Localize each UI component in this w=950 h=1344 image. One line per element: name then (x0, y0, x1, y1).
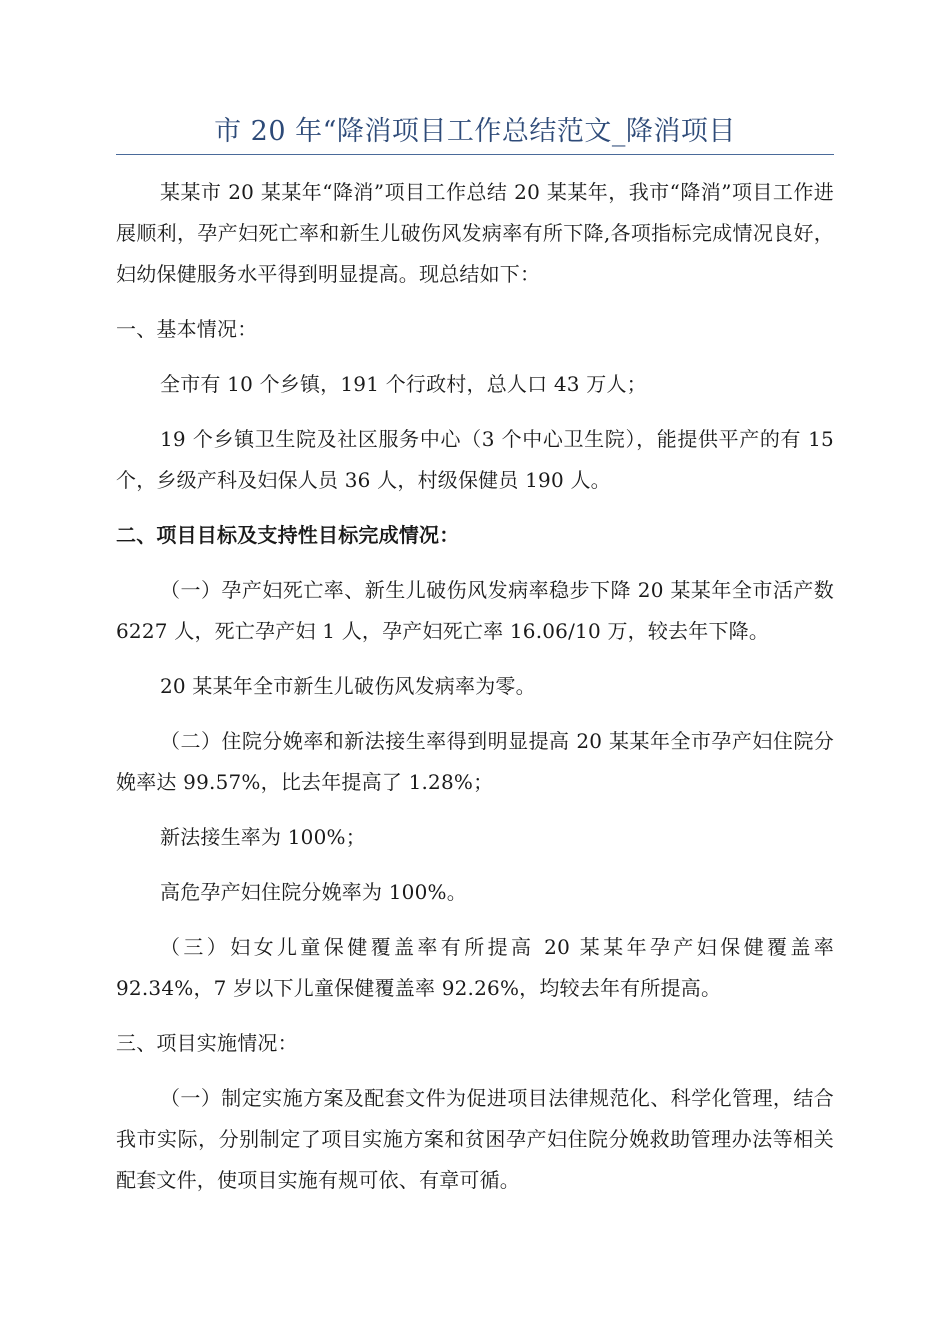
paragraph-coverage: （三）妇女儿童保健覆盖率有所提高 20 某某年孕产妇保健覆盖率 92.34%，7 岁以下儿童保健覆盖率 92.26%，均较去年有所提高。 (116, 935, 834, 1000)
section-heading-targets: 二、项目目标及支持性目标完成情况： (116, 523, 460, 547)
paragraph-implementation-plan: （一）制定实施方案及配套文件为促进项目法律规范化、科学化管理，结合我市实际，分别制定了项目实施方案和贫困孕产妇住院分娩救助管理办法等相关配套文件，使项目实施有规可依、有章可循。 (116, 1086, 834, 1192)
document-body (116, 172, 834, 1215)
section-heading-implementation: 三、项目实施情况： (116, 1031, 298, 1055)
paragraph-tetanus: 20 某某年全市新生儿破伤风发病率为零。 (160, 674, 536, 698)
paragraph-high-risk-delivery: 高危孕产妇住院分娩率为 100%。 (160, 880, 467, 904)
paragraph-hospital-delivery: （二）住院分娩率和新法接生率得到明显提高 20 某某年全市孕产妇住院分娩率达 99.57%，比去年提高了 1.28%； (116, 729, 834, 794)
title-underline (116, 154, 834, 155)
document-title: 市 20 年“降消项目工作总结范文_降消项目 (214, 116, 736, 147)
intro-paragraph: 某某市 20 某某年“降消”项目工作总结 20 某某年，我市“降消”项目工作进展顺利，孕产妇死亡率和新生儿破伤风发病率有所下降,各项指标完成情况良好，妇幼保健服务水平得到明显提高。现总结如下： (116, 180, 834, 286)
paragraph-new-method-delivery: 新法接生率为 100%； (160, 825, 366, 849)
section-heading-basic-situation: 一、基本情况： (116, 317, 258, 341)
paragraph-town-count: 全市有 10 个乡镇，191 个行政村，总人口 43 万人； (160, 372, 647, 396)
paragraph-mortality: （一）孕产妇死亡率、新生儿破伤风发病率稳步下降 20 某某年全市活产数 6227 人，死亡孕产妇 1 人，孕产妇死亡率 16.06/10 万，较去年下降。 (116, 578, 834, 643)
paragraph-health-centers: 19 个乡镇卫生院及社区服务中心（3 个中心卫生院），能提供平产的有 15 个，乡级产科及妇保人员 36 人，村级保健员 190 人。 (116, 427, 834, 492)
